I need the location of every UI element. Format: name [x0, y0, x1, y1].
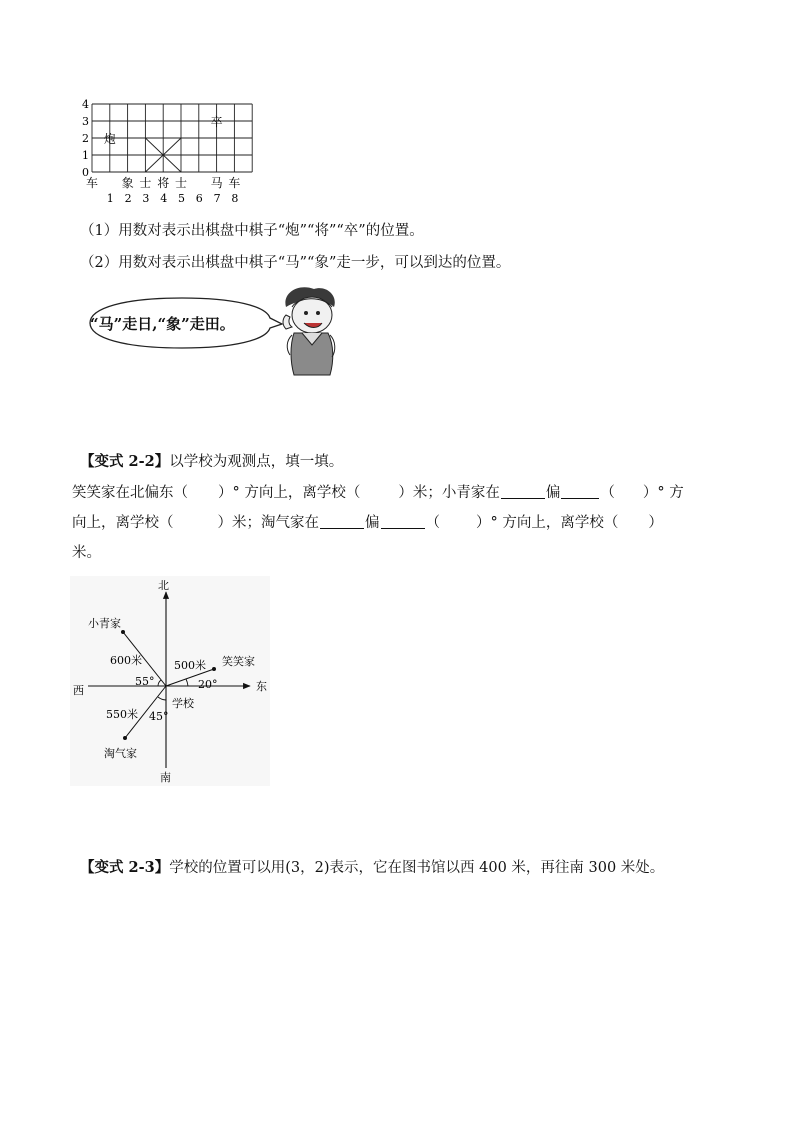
piece-5: 士 [175, 176, 188, 190]
piece-4: 将 [157, 176, 170, 190]
text-fragment: （ [425, 515, 440, 531]
exercise-2-2-tag: 【变式 2-2】 [80, 453, 170, 470]
text-fragment: 偏 [365, 515, 380, 531]
text-fragment: 偏 [545, 485, 561, 501]
text-fragment: 笑笑家在北偏东（ [72, 485, 188, 501]
y-tick-label: 2 [82, 132, 89, 145]
east-label: 东 [256, 680, 267, 693]
board-grid [92, 104, 252, 172]
bottom-row-pieces [86, 175, 240, 190]
compass-diagram [70, 576, 270, 786]
x-tick-label: 3 [142, 192, 150, 205]
y-tick-label: 0 [82, 166, 89, 179]
piece-0: 车 [86, 176, 99, 190]
exercise-2-2-line-2 [72, 508, 663, 538]
chessboard-figure [78, 96, 258, 206]
exercise-2-2-heading [80, 452, 343, 472]
xiaoxiao-distance: 500米 [174, 659, 206, 672]
west-label: 西 [73, 684, 84, 697]
text-fragment: ）米；小青家在 [398, 485, 500, 501]
xiaoqing-point [121, 630, 125, 634]
exercise-2-2-line-1 [72, 478, 684, 508]
x-tick-label: 7 [213, 192, 221, 205]
text-fragment: 向上，离学校（ [72, 515, 174, 531]
question-2: （2）用数对表示出棋盘中棋子“马”“象”走一步，可以到达的位置。 [80, 255, 511, 271]
taoqi-point [123, 736, 127, 740]
xiaoxiao-label: 笑笑家 [222, 655, 255, 668]
grid-piece: 卒 [210, 115, 223, 129]
y-tick-label: 3 [82, 115, 89, 128]
x-tick-label: 1 [106, 192, 114, 205]
x-tick-label: 4 [160, 192, 168, 205]
speech-text: “马”走日,“象”走田。 [90, 315, 235, 333]
x-tick-label: 5 [178, 192, 185, 205]
exercise-2-2-prompt: 以学校为观测点，填一填。 [169, 454, 344, 470]
y-axis-ticks [82, 98, 89, 179]
xiaoxiao-angle: 20° [198, 678, 218, 691]
text-fragment: ）° 方向上，离学校（ [218, 485, 361, 501]
south-label: 南 [160, 771, 171, 784]
x-tick-label: 2 [124, 192, 132, 205]
text-fragment: ）° 方向上，离学校（ [476, 515, 619, 531]
x-tick-label: 6 [195, 192, 203, 205]
answer-blank[interactable] [320, 514, 364, 529]
x-axis-ticks [107, 192, 239, 205]
answer-blank[interactable] [561, 484, 599, 499]
exercise-2-3 [80, 858, 664, 878]
text-fragment: ） [648, 515, 663, 531]
piece-3: 士 [139, 176, 152, 190]
answer-blank[interactable] [501, 484, 545, 499]
y-tick-label: 1 [82, 149, 89, 162]
piece-7: 马 [210, 176, 223, 190]
school-label: 学校 [172, 697, 194, 710]
xiaoqing-distance: 600米 [110, 654, 142, 667]
taoqi-angle: 45° [149, 710, 169, 723]
taoqi-label: 淘气家 [104, 747, 137, 760]
piece-8: 车 [228, 176, 241, 190]
north-label: 北 [158, 579, 169, 592]
piece-2: 象 [121, 176, 134, 190]
exercise-2-2-line-3: 米。 [72, 545, 101, 561]
text-fragment: ）° 方 [642, 485, 684, 501]
xiaoxiao-point [212, 667, 216, 671]
grid-piece: 炮 [103, 132, 116, 146]
cartoon-boy-icon [272, 285, 344, 381]
xiaoqing-angle: 55° [135, 675, 155, 688]
exercise-2-3-tag: 【变式 2-3】 [80, 859, 170, 876]
exercise-2-3-text: 学校的位置可以用(3，2)表示，它在图书馆以西 400 米，再往南 300 米处。 [169, 860, 665, 876]
text-fragment: （ [600, 485, 615, 501]
answer-blank[interactable] [381, 514, 425, 529]
text-fragment: ）米；淘气家在 [217, 515, 319, 531]
taoqi-distance: 550米 [106, 708, 138, 721]
y-tick-label: 4 [82, 98, 89, 111]
x-tick-label: 8 [231, 192, 239, 205]
xiaoqing-label: 小青家 [88, 617, 121, 630]
question-1: （1）用数对表示出棋盘中棋子“炮”“将”“卒”的位置。 [80, 223, 424, 239]
